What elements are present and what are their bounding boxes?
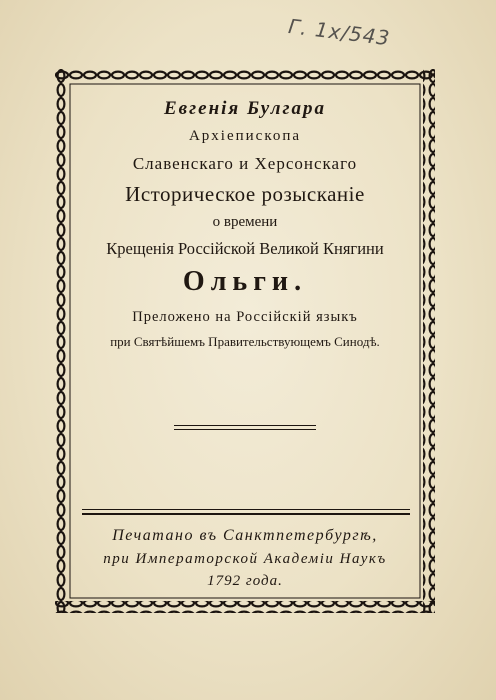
imprint-block <box>66 528 424 589</box>
diocese-line: Славенскаго и Херсонскаго <box>132 154 358 173</box>
preposition-line: о времени <box>212 214 278 230</box>
translation-note: Преложено на Россійскій языкъ <box>132 308 358 325</box>
imprint-place: Печатано въ Санктпетербургѣ, <box>112 527 378 544</box>
title-block <box>66 94 424 348</box>
author-title: Архіепископа <box>188 128 302 144</box>
subject-line: Крещенія Россійской Великой Княгини <box>106 239 384 258</box>
work-title: Историческое розысканіе <box>125 182 365 206</box>
imprint-year: 1792 года. <box>207 573 283 589</box>
author-name: Евгенія Булгара <box>164 98 326 119</box>
decorative-rule-long <box>82 509 410 515</box>
subject-name: Ольги. <box>182 265 308 297</box>
decorative-rule-short <box>174 425 316 430</box>
synod-line: при Святѣйшемъ Правительствующемъ Синодѣ. <box>110 334 380 349</box>
library-shelfmark: Г. 1x/543 <box>287 14 392 51</box>
imprint-press: при Императорской Академіи Наукъ <box>103 551 387 567</box>
